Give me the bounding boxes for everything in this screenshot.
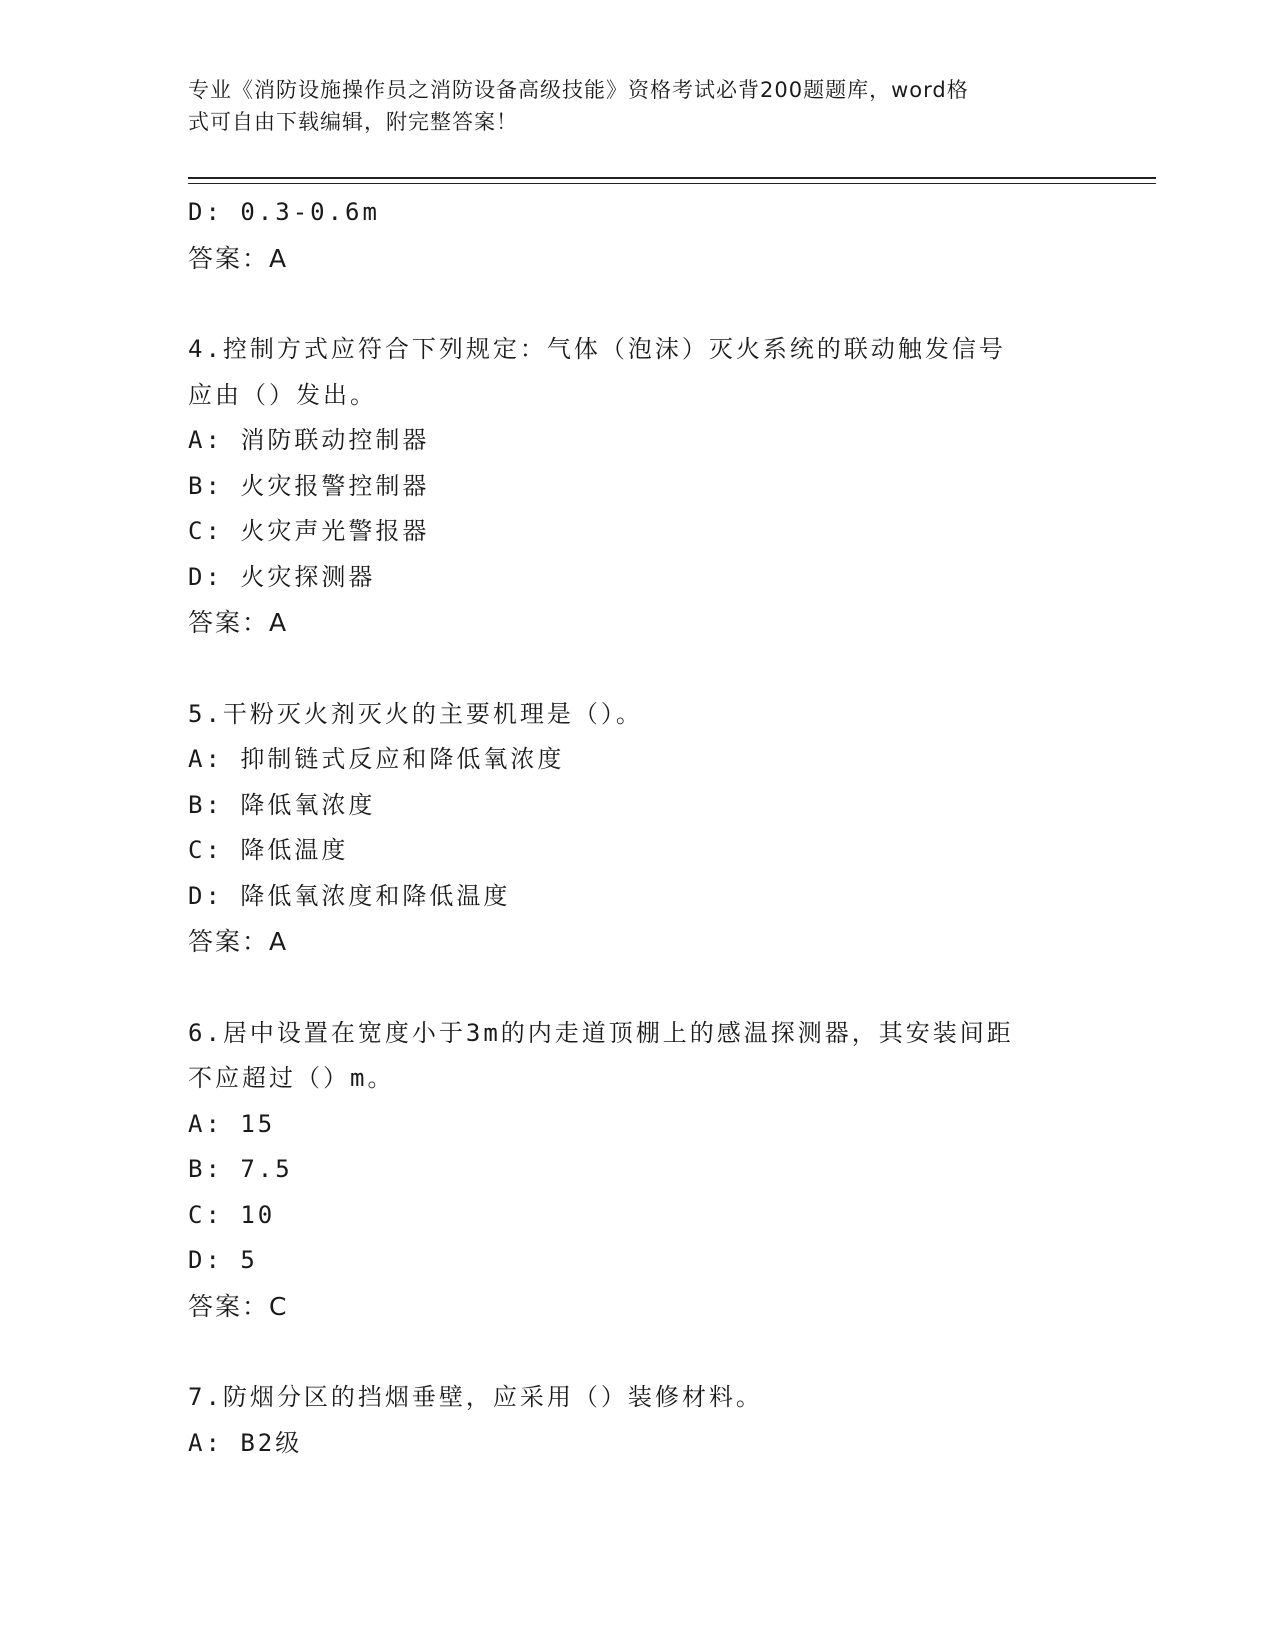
question-content xyxy=(188,190,1088,1466)
answer-label: 答案：A xyxy=(188,608,289,637)
question-5 xyxy=(188,692,1088,965)
option-d: D: 火灾探测器 xyxy=(188,562,376,591)
header-line-2: 式可自由下载编辑，附完整答案！ xyxy=(188,110,518,134)
option-c: C: 降低温度 xyxy=(188,836,349,864)
option-c: C: 10 xyxy=(188,1200,276,1229)
header-line-1: 专业《消防设施操作员之消防设备高级技能》资格考试必背200题题库，word格 xyxy=(188,78,969,102)
option-c: C: 火灾声光警报器 xyxy=(188,517,430,545)
option-a: A: 抑制链式反应和降低氧浓度 xyxy=(188,745,565,773)
question-4 xyxy=(188,327,1088,646)
option-b: B: 火灾报警控制器 xyxy=(188,471,430,500)
option-a: A: 15 xyxy=(188,1109,276,1138)
document-header xyxy=(188,74,1088,138)
question-text: 4.控制方式应符合下列规定：气体（泡沫）灭火系统的联动触发信号 xyxy=(188,335,1006,363)
question-text: 6.居中设置在宽度小于3m的内走道顶棚上的感温探测器，其安装间距 xyxy=(188,1018,1014,1047)
question-6 xyxy=(188,1011,1088,1330)
answer-label: 答案：A xyxy=(188,243,289,273)
question-text: 5.干粉灭火剂灭火的主要机理是（）。 xyxy=(188,699,643,728)
question-text-cont: 不应超过（）m。 xyxy=(188,1064,395,1092)
option-d: D: 降低氧浓度和降低温度 xyxy=(188,881,511,910)
question-7 xyxy=(188,1375,1088,1466)
option-b: B: 降低氧浓度 xyxy=(188,790,376,819)
header-divider-thin xyxy=(188,183,1156,184)
option-b: B: 7.5 xyxy=(188,1155,293,1183)
header-divider-thick xyxy=(188,177,1156,179)
answer-label: 答案：C xyxy=(188,1291,289,1321)
option-d: D: 0.3-0.6m xyxy=(188,198,380,226)
option-a: A: 消防联动控制器 xyxy=(188,426,430,454)
question-text-cont: 应由（）发出。 xyxy=(188,380,377,409)
option-a: A: B2级 xyxy=(188,1428,303,1457)
question-text: 7.防烟分区的挡烟垂壁，应采用（）装修材料。 xyxy=(188,1383,763,1411)
option-d: D: 5 xyxy=(188,1246,258,1274)
answer-label: 答案：A xyxy=(188,927,289,956)
